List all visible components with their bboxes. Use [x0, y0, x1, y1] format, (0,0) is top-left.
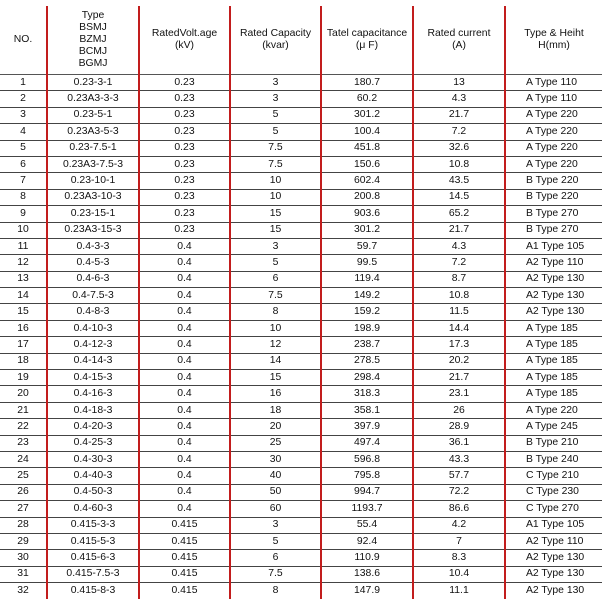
cell-type: 0.4-18-3	[47, 402, 139, 418]
cell-no: 18	[0, 353, 47, 369]
cell-rated-capacity: 7.5	[230, 156, 321, 172]
cell-no: 5	[0, 140, 47, 156]
cell-type-height: A2 Type 130	[526, 584, 585, 596]
cell-no: 21	[0, 402, 47, 418]
cell-no: 12	[0, 255, 47, 271]
cell-type-height: A1 Type 105	[505, 238, 602, 254]
cell-no: 27	[0, 501, 47, 517]
cell-no: 6	[0, 156, 47, 172]
cell-type: 0.23-7.5-1	[47, 140, 139, 156]
cell-type-height: B Type 220	[505, 173, 602, 189]
cell-type: 0.4-60-3	[47, 501, 139, 517]
cell-rated-voltage: 0.4	[139, 271, 230, 287]
cell-rated-voltage: 0.23	[139, 189, 230, 205]
cell-rated-capacity: 10	[230, 320, 321, 336]
cell-capacitance: 301.2	[321, 107, 413, 123]
cell-rated-capacity: 50	[230, 484, 321, 500]
cell-type-height: A2 Type 130	[505, 304, 602, 320]
cell-rated-capacity: 3	[230, 238, 321, 254]
table-row	[0, 271, 602, 287]
cell-rated-voltage: 0.415	[139, 583, 230, 599]
cell-rated-current: 43.3	[413, 451, 505, 467]
cell-type-height: A Type 220	[505, 156, 602, 172]
cell-type-height: A Type 185	[505, 320, 602, 336]
cell-capacitance: 150.6	[321, 156, 413, 172]
header-line: Type	[81, 10, 105, 21]
cell-rated-voltage: 0.4	[139, 386, 230, 402]
cell-type-height: C Type 230	[505, 484, 602, 500]
cell-rated-current: 23.1	[413, 386, 505, 402]
header-no	[0, 6, 47, 75]
table-row	[0, 468, 602, 484]
cell-rated-voltage: 0.23	[139, 206, 230, 222]
cell-capacitance: 92.4	[321, 533, 413, 549]
cell-capacitance: 147.9	[321, 583, 413, 599]
cell-type: 0.4-8-3	[47, 304, 139, 320]
cell-rated-voltage: 0.23	[139, 156, 230, 172]
cell-type: 0.4-16-3	[47, 386, 139, 402]
table-row	[0, 222, 602, 238]
cell-type: 0.415-3-3	[47, 517, 139, 533]
table-row	[0, 320, 602, 336]
cell-capacitance: 159.2	[321, 304, 413, 320]
cell-no: 2	[0, 91, 47, 107]
header-rated-capacity	[230, 6, 321, 75]
cell-rated-voltage: 0.4	[139, 435, 230, 451]
cell-type: 0.4-7.5-3	[47, 288, 139, 304]
cell-rated-capacity: 15	[230, 222, 321, 238]
cell-rated-voltage: 0.4	[139, 419, 230, 435]
header-line: NO.	[13, 34, 33, 45]
cell-rated-current: 13	[413, 75, 505, 91]
cell-rated-capacity: 16	[230, 386, 321, 402]
cell-type: 0.23-10-1	[47, 173, 139, 189]
cell-rated-capacity: 40	[230, 468, 321, 484]
header-line: RatedVolt.age	[151, 28, 218, 39]
cell-type: 0.4-50-3	[47, 484, 139, 500]
cell-no: 29	[0, 533, 47, 549]
cell-no: 1	[0, 75, 47, 91]
table-row	[0, 419, 602, 435]
cell-rated-voltage: 0.4	[139, 353, 230, 369]
cell-rated-voltage: 0.23	[139, 173, 230, 189]
table-row	[0, 533, 602, 549]
table-row	[0, 124, 602, 140]
header-line: BSMJ	[79, 22, 107, 33]
cell-type: 0.23A3-3-3	[47, 91, 139, 107]
cell-type-height: A2 Type 110	[505, 255, 602, 271]
cell-no: 17	[0, 337, 47, 353]
cell-rated-current: 65.2	[413, 206, 505, 222]
header-capacitance	[321, 6, 413, 75]
cell-type-height: A Type 220	[505, 140, 602, 156]
capacitor-spec-table	[0, 6, 602, 599]
table-row	[0, 255, 602, 271]
cell-rated-current: 11.5	[413, 304, 505, 320]
cell-type: 0.415-8-3	[47, 583, 139, 599]
cell-type-height: A Type 220	[505, 402, 602, 418]
cell-type-height: B Type 210	[505, 435, 602, 451]
cell-capacitance: 149.2	[321, 288, 413, 304]
table-row	[0, 517, 602, 533]
header-line: Tatel capacitance	[326, 28, 408, 39]
cell-type-height: A Type 185	[505, 370, 602, 386]
cell-rated-current: 36.1	[413, 435, 505, 451]
cell-rated-voltage: 0.4	[139, 468, 230, 484]
cell-rated-capacity: 10	[230, 189, 321, 205]
cell-rated-voltage: 0.4	[139, 238, 230, 254]
cell-no: 16	[0, 320, 47, 336]
cell-rated-current: 57.7	[413, 468, 505, 484]
header-type-height	[505, 6, 602, 75]
cell-rated-current: 21.7	[413, 222, 505, 238]
table-row	[0, 304, 602, 320]
cell-no: 15	[0, 304, 47, 320]
cell-rated-capacity: 10	[230, 173, 321, 189]
cell-rated-voltage: 0.4	[139, 288, 230, 304]
cell-rated-voltage: 0.23	[139, 75, 230, 91]
table-row	[0, 337, 602, 353]
cell-type: 0.4-12-3	[47, 337, 139, 353]
cell-capacitance: 180.7	[321, 75, 413, 91]
cell-no: 30	[0, 550, 47, 566]
table-row	[0, 353, 602, 369]
cell-capacitance: 596.8	[321, 451, 413, 467]
table-row	[0, 370, 602, 386]
table-row	[0, 451, 602, 467]
cell-no: 10	[0, 222, 47, 238]
cell-rated-capacity: 3	[230, 517, 321, 533]
cell-rated-capacity: 7.5	[230, 566, 321, 582]
cell-type-height: A2 Type 130	[505, 566, 602, 582]
cell-capacitance: 602.4	[321, 173, 413, 189]
cell-rated-current: 10.4	[413, 566, 505, 582]
cell-rated-current: 10.8	[413, 156, 505, 172]
cell-rated-current: 7.2	[413, 124, 505, 140]
header-line: Rated Capacity	[239, 28, 312, 39]
cell-type: 0.4-40-3	[47, 468, 139, 484]
table-row	[0, 91, 602, 107]
cell-no: 23	[0, 435, 47, 451]
cell-type: 0.4-15-3	[47, 370, 139, 386]
header-line: BZMJ	[79, 34, 107, 45]
header-line: Type & Heiht	[524, 28, 584, 39]
cell-capacitance: 119.4	[321, 271, 413, 287]
cell-type: 0.4-10-3	[47, 320, 139, 336]
cell-no: 26	[0, 484, 47, 500]
header-line: BCMJ	[78, 46, 108, 57]
cell-capacitance: 60.2	[321, 91, 413, 107]
cell-no: 3	[0, 107, 47, 123]
cell-type: 0.4-20-3	[47, 419, 139, 435]
cell-no: 4	[0, 124, 47, 140]
header-type	[47, 6, 139, 75]
cell-capacitance: 59.7	[321, 238, 413, 254]
table-row	[0, 206, 602, 222]
cell-rated-capacity: 20	[230, 419, 321, 435]
cell-rated-current: 4.3	[413, 91, 505, 107]
cell-rated-capacity: 3	[230, 91, 321, 107]
cell-capacitance: 318.3	[321, 386, 413, 402]
cell-type: 0.23A3-15-3	[47, 222, 139, 238]
cell-capacitance: 110.9	[321, 550, 413, 566]
cell-rated-capacity: 3	[230, 75, 321, 91]
table-row	[0, 386, 602, 402]
cell-type: 0.23-15-1	[47, 206, 139, 222]
header-rated-current	[413, 6, 505, 75]
cell-rated-voltage: 0.415	[139, 550, 230, 566]
cell-rated-capacity: 18	[230, 402, 321, 418]
cell-type-height: B Type 240	[505, 451, 602, 467]
cell-rated-capacity: 5	[230, 533, 321, 549]
cell-rated-capacity: 60	[230, 501, 321, 517]
table-row	[0, 156, 602, 172]
cell-type: 0.23-3-1	[47, 75, 139, 91]
cell-type: 0.23-5-1	[47, 107, 139, 123]
cell-type-height: A Type 185	[505, 386, 602, 402]
cell-rated-capacity: 25	[230, 435, 321, 451]
cell-rated-capacity: 6	[230, 271, 321, 287]
header-line: H(mm)	[538, 40, 570, 51]
cell-type-height: B Type 270	[505, 206, 602, 222]
cell-rated-voltage: 0.23	[139, 124, 230, 140]
cell-type-height: A2 Type 130	[505, 288, 602, 304]
cell-type: 0.23A3-5-3	[47, 124, 139, 140]
cell-capacitance: 903.6	[321, 206, 413, 222]
cell-type-height: B Type 220	[505, 189, 602, 205]
cell-type-height: A Type 185	[505, 353, 602, 369]
table-row	[0, 501, 602, 517]
cell-rated-capacity: 7.5	[230, 140, 321, 156]
table-row	[0, 189, 602, 205]
cell-capacitance: 200.8	[321, 189, 413, 205]
cell-type: 0.23A3-7.5-3	[47, 156, 139, 172]
cell-capacitance: 238.7	[321, 337, 413, 353]
cell-type: 0.4-5-3	[47, 255, 139, 271]
table-row	[0, 173, 602, 189]
cell-type-height: C Type 210	[505, 468, 602, 484]
table-row	[0, 75, 602, 91]
cell-no: 28	[0, 517, 47, 533]
cell-rated-voltage: 0.415	[139, 533, 230, 549]
table-row	[0, 107, 602, 123]
cell-rated-current: 11.1	[413, 583, 505, 599]
cell-no: 7	[0, 173, 47, 189]
cell-capacitance: 138.6	[321, 566, 413, 582]
cell-no: 22	[0, 419, 47, 435]
cell-rated-current: 17.3	[413, 337, 505, 353]
header-line: (A)	[452, 40, 466, 51]
cell-capacitance: 795.8	[321, 468, 413, 484]
cell-rated-current: 43.5	[413, 173, 505, 189]
cell-type: 0.4-6-3	[47, 271, 139, 287]
cell-type-height: A Type 245	[505, 419, 602, 435]
table-row	[0, 435, 602, 451]
cell-rated-voltage: 0.23	[139, 222, 230, 238]
cell-type-height: C Type 270	[505, 501, 602, 517]
cell-type: 0.23A3-10-3	[47, 189, 139, 205]
cell-rated-current: 20.2	[413, 353, 505, 369]
cell-rated-capacity: 6	[230, 550, 321, 566]
cell-type: 0.415-7.5-3	[47, 566, 139, 582]
cell-rated-current: 14.5	[413, 189, 505, 205]
cell-capacitance: 99.5	[321, 255, 413, 271]
cell-capacitance: 301.2	[321, 222, 413, 238]
cell-type-height: A Type 110	[505, 91, 602, 107]
cell-rated-voltage: 0.4	[139, 501, 230, 517]
table-row	[0, 402, 602, 418]
cell-rated-voltage: 0.4	[139, 337, 230, 353]
cell-capacitance: 397.9	[321, 419, 413, 435]
cell-type-height: B Type 270	[505, 222, 602, 238]
cell-no: 31	[0, 566, 47, 582]
header-line: Rated current	[427, 28, 491, 39]
cell-capacitance: 994.7	[321, 484, 413, 500]
cell-rated-capacity: 8	[230, 583, 321, 599]
cell-type: 0.4-25-3	[47, 435, 139, 451]
cell-rated-voltage: 0.23	[139, 140, 230, 156]
header-line: BGMJ	[78, 58, 108, 69]
cell-type-height: A Type 220	[505, 124, 602, 140]
table-header-row	[0, 6, 602, 75]
cell-rated-capacity: 30	[230, 451, 321, 467]
cell-type: 0.4-14-3	[47, 353, 139, 369]
header-line: (kvar)	[262, 40, 289, 51]
cell-type-height: A2 Type 110	[505, 533, 602, 549]
cell-rated-capacity: 8	[230, 304, 321, 320]
cell-rated-capacity: 5	[230, 107, 321, 123]
table-row	[0, 566, 602, 582]
cell-capacitance: 198.9	[321, 320, 413, 336]
cell-rated-voltage: 0.4	[139, 304, 230, 320]
table-row	[0, 583, 602, 599]
cell-rated-voltage: 0.4	[139, 320, 230, 336]
cell-no: 9	[0, 206, 47, 222]
header-line: (μ F)	[355, 40, 379, 51]
header-line: (kV)	[174, 40, 195, 51]
cell-rated-current: 10.8	[413, 288, 505, 304]
cell-rated-voltage: 0.23	[139, 107, 230, 123]
cell-rated-voltage: 0.4	[139, 370, 230, 386]
cell-rated-current: 8.3	[413, 550, 505, 566]
cell-capacitance: 55.4	[321, 517, 413, 533]
cell-rated-voltage: 0.4	[139, 451, 230, 467]
cell-type: 0.415-5-3	[47, 533, 139, 549]
table-row	[0, 550, 602, 566]
cell-rated-capacity: 15	[230, 206, 321, 222]
cell-no: 32	[0, 583, 47, 599]
cell-rated-capacity: 5	[230, 255, 321, 271]
cell-rated-voltage: 0.4	[139, 484, 230, 500]
cell-rated-current: 21.7	[413, 370, 505, 386]
cell-rated-capacity: 12	[230, 337, 321, 353]
cell-rated-capacity: 14	[230, 353, 321, 369]
cell-rated-current: 21.7	[413, 107, 505, 123]
cell-type-height: A Type 185	[505, 337, 602, 353]
cell-rated-current: 26	[413, 402, 505, 418]
cell-rated-current: 28.9	[413, 419, 505, 435]
cell-capacitance: 298.4	[321, 370, 413, 386]
cell-type-height: A2 Type 130	[505, 271, 602, 287]
cell-type: 0.4-3-3	[47, 238, 139, 254]
table-row	[0, 140, 602, 156]
cell-type-height: A Type 110	[505, 75, 602, 91]
cell-type-height: A Type 220	[505, 107, 602, 123]
cell-rated-voltage: 0.415	[139, 566, 230, 582]
cell-rated-current: 32.6	[413, 140, 505, 156]
cell-rated-current: 4.2	[413, 517, 505, 533]
cell-capacitance: 497.4	[321, 435, 413, 451]
cell-rated-capacity: 15	[230, 370, 321, 386]
table-row	[0, 484, 602, 500]
cell-rated-voltage: 0.415	[139, 517, 230, 533]
cell-rated-voltage: 0.4	[139, 255, 230, 271]
header-rated-voltage	[139, 6, 230, 75]
cell-no: 24	[0, 451, 47, 467]
cell-rated-current: 72.2	[413, 484, 505, 500]
table-row	[0, 288, 602, 304]
cell-rated-current: 7	[413, 533, 505, 549]
cell-type: 0.4-30-3	[47, 451, 139, 467]
cell-capacitance: 1193.7	[321, 501, 413, 517]
cell-rated-current: 86.6	[413, 501, 505, 517]
cell-rated-voltage: 0.23	[139, 91, 230, 107]
table-body	[0, 75, 602, 599]
cell-rated-current: 4.3	[413, 238, 505, 254]
cell-no: 20	[0, 386, 47, 402]
cell-rated-voltage: 0.4	[139, 402, 230, 418]
cell-no: 25	[0, 468, 47, 484]
cell-capacitance: 278.5	[321, 353, 413, 369]
cell-no: 19	[0, 370, 47, 386]
cell-capacitance: 100.4	[321, 124, 413, 140]
cell-capacitance: 358.1	[321, 402, 413, 418]
cell-rated-current: 14.4	[413, 320, 505, 336]
cell-capacitance: 451.8	[321, 140, 413, 156]
cell-type: 0.415-6-3	[47, 550, 139, 566]
cell-no: 8	[0, 189, 47, 205]
cell-rated-current: 8.7	[413, 271, 505, 287]
cell-rated-current: 7.2	[413, 255, 505, 271]
cell-type-height: A1 Type 105	[505, 517, 602, 533]
cell-rated-capacity: 5	[230, 124, 321, 140]
cell-rated-capacity: 7.5	[230, 288, 321, 304]
cell-type-height: A2 Type 130	[505, 550, 602, 566]
cell-no: 13	[0, 271, 47, 287]
cell-no: 14	[0, 288, 47, 304]
cell-no: 11	[0, 238, 47, 254]
table-row	[0, 238, 602, 254]
